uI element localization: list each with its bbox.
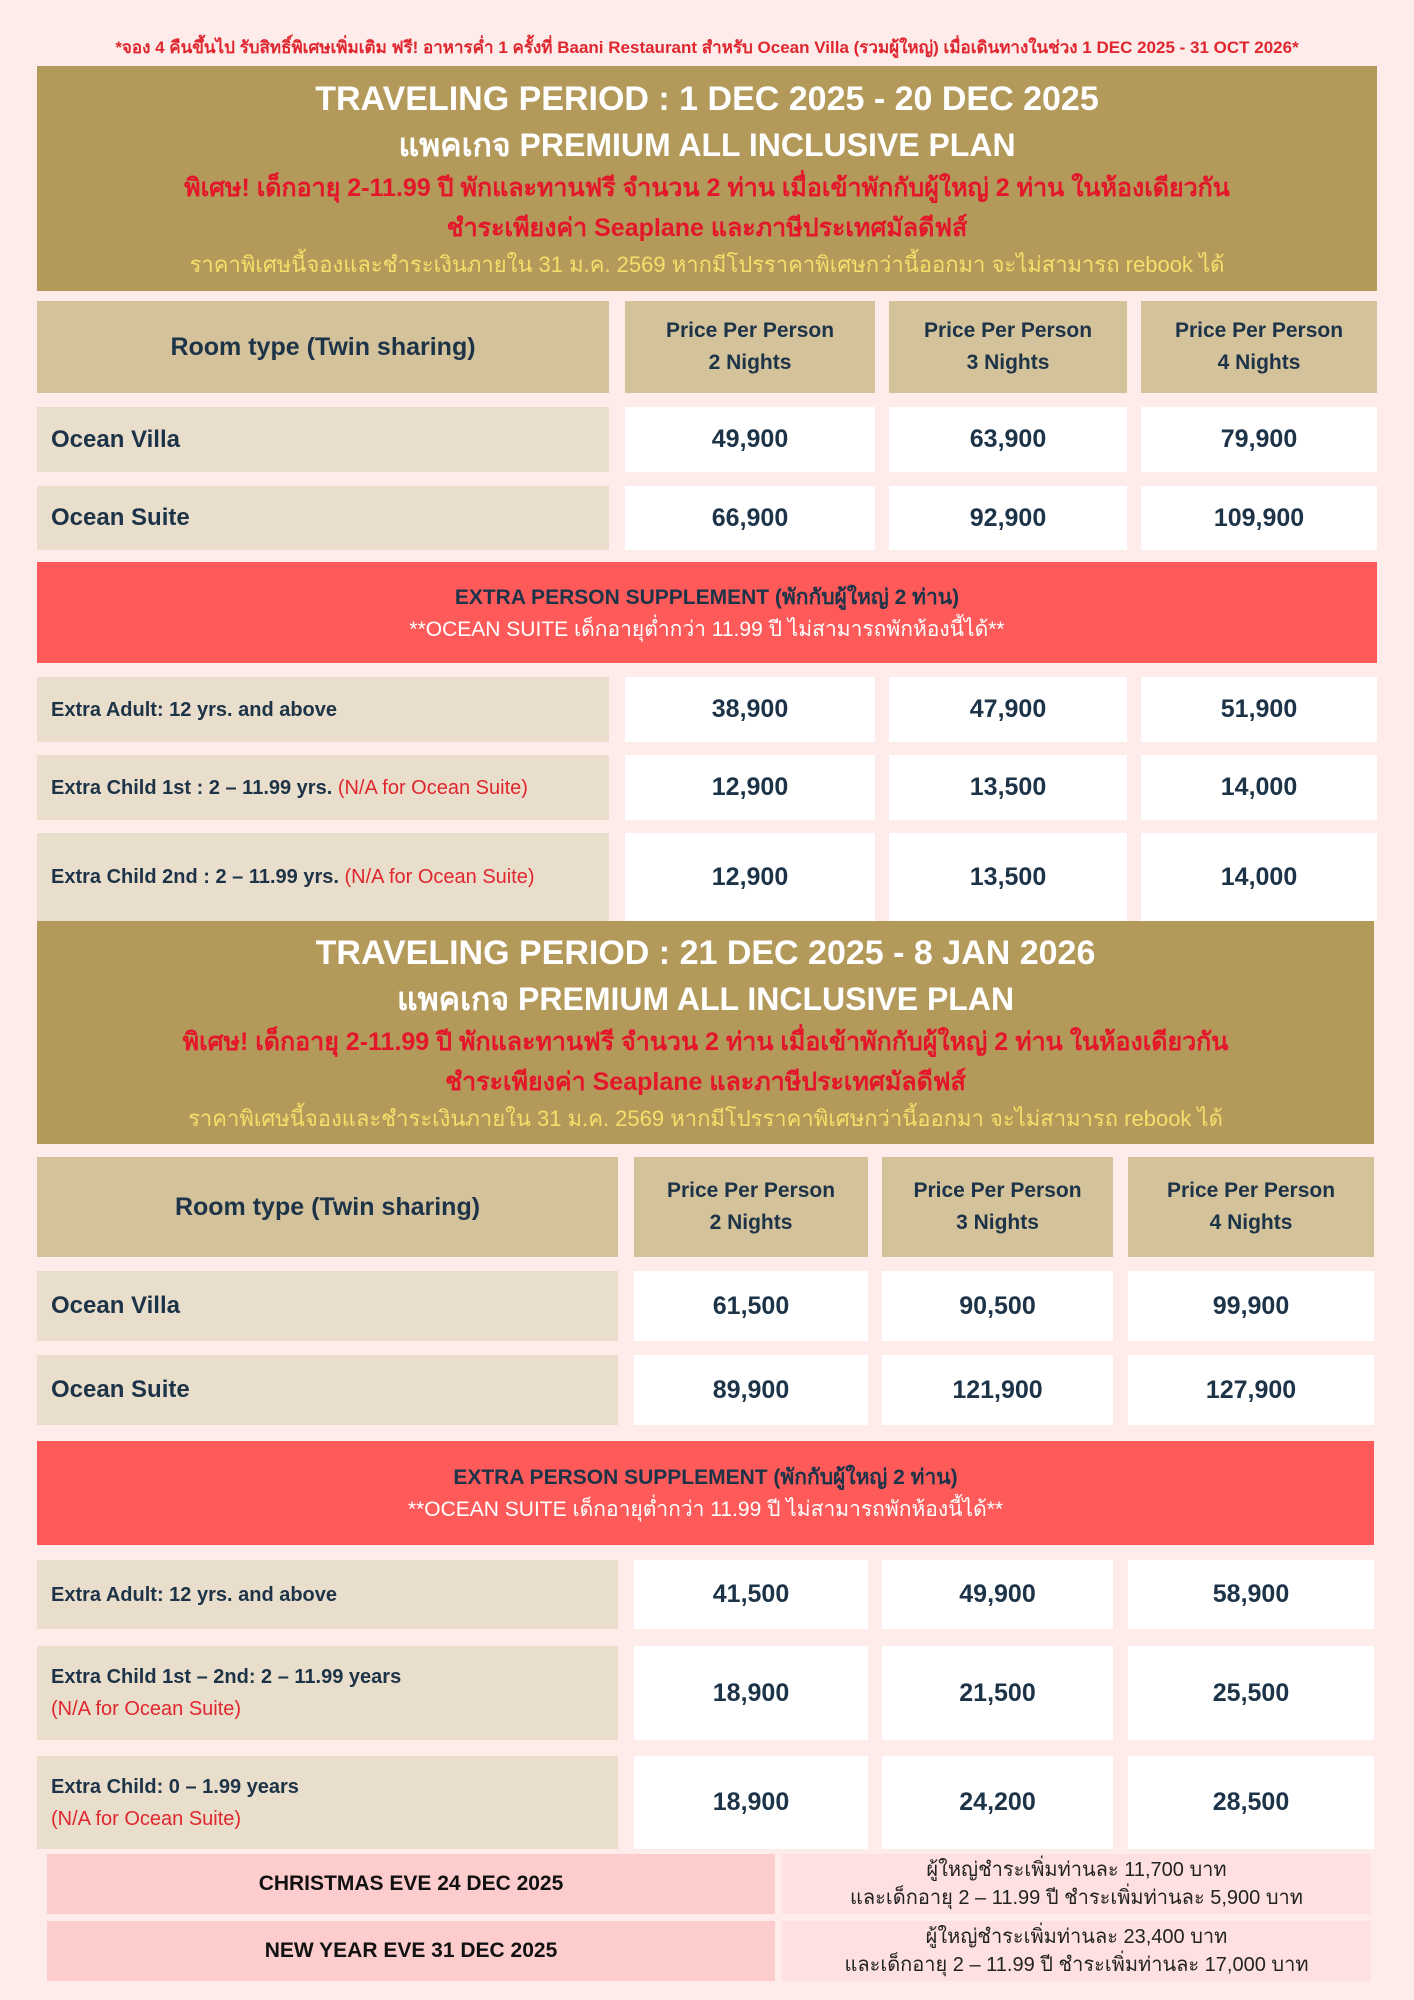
period-title: TRAVELING PERIOD : 1 DEC 2025 - 20 DEC 2025 xyxy=(315,79,1099,118)
extra-label-text: Extra Child 1st : 2 – 11.99 yrs. xyxy=(51,776,333,799)
room-price: 49,900 xyxy=(625,407,875,472)
extra-price: 13,500 xyxy=(889,755,1127,820)
room-price: 109,900 xyxy=(1141,486,1377,550)
header-label: 3 Nights xyxy=(956,1211,1039,1234)
extra-person-label xyxy=(37,1646,618,1740)
package-name: แพคเกจ PREMIUM ALL INCLUSIVE PLAN xyxy=(396,980,1015,1017)
extra-price: 24,200 xyxy=(882,1756,1113,1849)
extra-price: 14,000 xyxy=(1141,755,1377,820)
extra-price: 13,500 xyxy=(889,833,1127,921)
room-label: Ocean Villa xyxy=(37,407,609,472)
extra-price: 49,900 xyxy=(882,1560,1113,1629)
extra-price: 14,000 xyxy=(1141,833,1377,921)
header-label: 2 Nights xyxy=(709,1211,793,1234)
price-column-header xyxy=(882,1157,1113,1257)
room-price: 127,900 xyxy=(1128,1355,1374,1425)
special-offer-line: ชำระเพียงค่า Seaplane และภาษีประเทศมัลดีฟส์ xyxy=(445,1067,966,1096)
room-price: 61,500 xyxy=(634,1271,868,1341)
booking-condition: ราคาพิเศษนี้จองและชำระเงินภายใน 31 ม.ค. 2569 หากมีโปรราคาพิเศษกว่านี้ออกมา จะไม่สามารถ rebook ได้ xyxy=(189,251,1225,277)
room-price: 90,500 xyxy=(882,1271,1113,1341)
header-label: 4 Nights xyxy=(1209,1211,1293,1234)
header-label: 4 Nights xyxy=(1217,351,1301,374)
extra-supplement-banner xyxy=(37,562,1377,663)
header-label: Price Per Person xyxy=(913,1179,1082,1202)
na-note: (N/A for Ocean Suite) xyxy=(337,776,528,799)
period-header-band xyxy=(37,66,1377,291)
supplement-title: EXTRA PERSON SUPPLEMENT (พักกับผู้ใหญ่ 2 ท่าน) xyxy=(453,1466,958,1489)
surcharge-child: และเด็กอายุ 2 – 11.99 ปี ชำระเพิ่มท่านละ 17,000 บาท xyxy=(844,1954,1309,1976)
na-note: (N/A for Ocean Suite) xyxy=(51,1698,242,1720)
extra-price: 18,900 xyxy=(634,1756,868,1849)
extra-label-line xyxy=(51,694,337,726)
header-label: 2 Nights xyxy=(708,351,792,374)
special-offer-line: ชำระเพียงค่า Seaplane และภาษีประเทศมัลดีฟส์ xyxy=(446,213,968,242)
extra-price: 47,900 xyxy=(889,677,1127,742)
room-price: 63,900 xyxy=(889,407,1127,472)
special-offer-line: พิเศษ! เด็กอายุ 2-11.99 ปี พักและทานฟรี จำนวน 2 ท่าน เมื่อเข้าพักกับผู้ใหญ่ 2 ท่าน ในห้องเดียวกัน xyxy=(184,173,1230,202)
header-label: Price Per Person xyxy=(665,319,835,342)
price-column-header xyxy=(634,1157,868,1257)
header-label: Room type (Twin sharing) xyxy=(170,333,476,361)
extra-label-text: Extra Child: 0 – 1.99 years xyxy=(51,1775,299,1798)
header-label: 3 Nights xyxy=(966,351,1050,374)
room-price: 79,900 xyxy=(1141,407,1377,472)
header-label: Price Per Person xyxy=(666,1179,836,1202)
extra-price: 21,500 xyxy=(882,1646,1113,1740)
top-promo-note: *จอง 4 คืนขึ้นไป รับสิทธิ์พิเศษเพิ่มเติม ฟรี! อาหารค่ำ 1 ครั้งที่ Baani Restaurant สำหรับ Ocean Villa (รวมผู้ใหญ่) เมื่อเดินทางในช่วง 1 DEC 2025 - 31 OCT 2026* xyxy=(115,38,1299,57)
room-type-header xyxy=(37,301,609,393)
room-price: 89,900 xyxy=(634,1355,868,1425)
extra-price: 38,900 xyxy=(625,677,875,742)
extra-price: 28,500 xyxy=(1128,1756,1374,1849)
na-note: (N/A for Ocean Suite) xyxy=(344,866,535,888)
extra-person-label xyxy=(37,1560,618,1629)
booking-condition: ราคาพิเศษนี้จองและชำระเงินภายใน 31 ม.ค. 2569 หากมีโปรราคาพิเศษกว่านี้ออกมา จะไม่สามารถ rebook ได้ xyxy=(188,1105,1223,1131)
extra-price: 41,500 xyxy=(634,1560,868,1629)
header-label: Room type (Twin sharing) xyxy=(174,1193,481,1221)
extra-person-label xyxy=(37,755,609,820)
extra-label-text: Extra Child 2nd : 2 – 11.99 yrs. xyxy=(51,866,339,888)
room-price: 99,900 xyxy=(1128,1271,1374,1341)
extra-price: 25,500 xyxy=(1128,1646,1374,1740)
event-surcharge xyxy=(782,1921,1371,1981)
price-column-header xyxy=(1128,1157,1374,1257)
period-header-band xyxy=(37,921,1374,1144)
extra-price: 18,900 xyxy=(634,1646,868,1740)
surcharge-child: และเด็กอายุ 2 – 11.99 ปี ชำระเพิ่มท่านละ 5,900 บาท xyxy=(850,1887,1303,1909)
package-name: แพคเกจ PREMIUM ALL INCLUSIVE PLAN xyxy=(398,126,1016,163)
price-column-header xyxy=(889,301,1127,393)
room-price: 92,900 xyxy=(889,486,1127,550)
supplement-title: EXTRA PERSON SUPPLEMENT (พักกับผู้ใหญ่ 2 ท่าน) xyxy=(454,585,960,609)
room-label: Ocean Suite xyxy=(37,1355,618,1425)
room-price: 121,900 xyxy=(882,1355,1113,1425)
header-label: Price Per Person xyxy=(1174,319,1344,342)
extra-person-label xyxy=(37,677,609,742)
extra-person-label xyxy=(37,833,609,921)
extra-price: 12,900 xyxy=(625,833,875,921)
extra-price: 58,900 xyxy=(1128,1560,1374,1629)
extra-label-text: Extra Adult: 12 yrs. and above xyxy=(51,698,338,721)
room-price: 66,900 xyxy=(625,486,875,550)
extra-supplement-banner xyxy=(37,1441,1374,1545)
event-label: NEW YEAR EVE 31 DEC 2025 xyxy=(47,1921,775,1981)
extra-person-label xyxy=(37,1756,618,1849)
room-label: Ocean Suite xyxy=(37,486,609,550)
price-column-header xyxy=(1141,301,1377,393)
room-type-header xyxy=(37,1157,618,1257)
special-offer-line: พิเศษ! เด็กอายุ 2-11.99 ปี พักและทานฟรี จำนวน 2 ท่าน เมื่อเข้าพักกับผู้ใหญ่ 2 ท่าน ในห้องเดียวกัน xyxy=(182,1027,1229,1056)
extra-price: 12,900 xyxy=(625,755,875,820)
header-label: Price Per Person xyxy=(923,319,1093,342)
extra-label-text: Extra Adult: 12 yrs. and above xyxy=(51,1583,338,1606)
extra-price: 51,900 xyxy=(1141,677,1377,742)
surcharge-adult: ผู้ใหญ่ชำระเพิ่มท่านละ 11,700 บาท xyxy=(926,1859,1227,1881)
header-label: Price Per Person xyxy=(1166,1179,1336,1202)
price-column-header xyxy=(625,301,875,393)
supplement-note: **OCEAN SUITE เด็กอายุต่ำกว่า 11.99 ปี ไม่สามารถพักห้องนี้ได้** xyxy=(409,617,1005,641)
extra-label-text: Extra Child 1st – 2nd: 2 – 11.99 years xyxy=(51,1666,402,1688)
event-surcharge xyxy=(782,1854,1371,1914)
extra-label-line xyxy=(51,772,528,804)
room-label: Ocean Villa xyxy=(37,1271,618,1341)
surcharge-adult: ผู้ใหญ่ชำระเพิ่มท่านละ 23,400 บาท xyxy=(925,1926,1228,1948)
extra-label-line xyxy=(51,861,535,893)
period-title: TRAVELING PERIOD : 21 DEC 2025 - 8 JAN 2026 xyxy=(315,933,1096,972)
supplement-note: **OCEAN SUITE เด็กอายุต่ำกว่า 11.99 ปี ไม่สามารถพักห้องนี้ได้** xyxy=(407,1498,1004,1521)
event-label: CHRISTMAS EVE 24 DEC 2025 xyxy=(47,1854,775,1914)
na-note: (N/A for Ocean Suite) xyxy=(51,1807,242,1830)
